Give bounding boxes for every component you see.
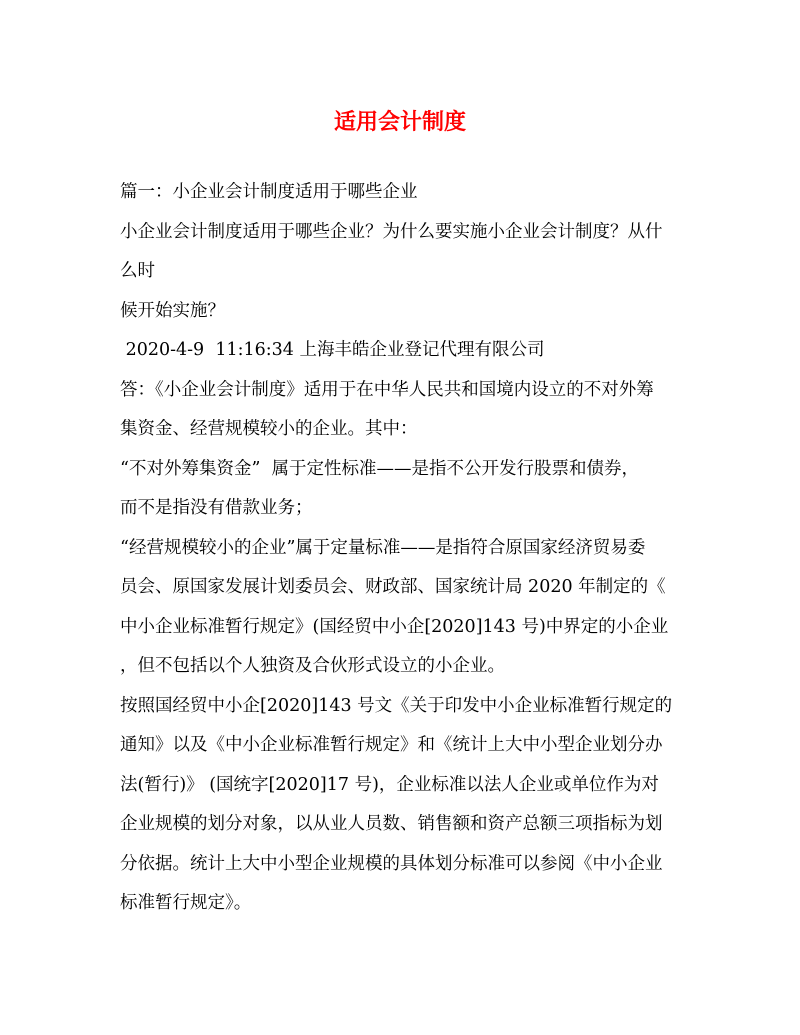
body-line-18: 分依据。统计上大中小型企业规模的具体划分标准可以参阅《中小企业	[120, 853, 663, 874]
body-line-7: 集资金、经营规模较小的企业。其中：	[120, 419, 418, 439]
body-line-14: 按照国经贸中小企[2020]143 号文《关于印发中小企业标准暂行规定的	[120, 695, 673, 716]
body-line-13: ，但不包括以个人独资及合伙形式设立的小企业。	[120, 656, 505, 676]
body-line-3: 么时	[120, 261, 155, 281]
body-line-12: 中小企业标准暂行规定》(国经贸中小企[2020]143 号)中界定的小企业	[120, 616, 669, 637]
body-line-5: 2020-4-9 11:16:34 上海丰皓企业登记代理有限公司	[120, 340, 545, 360]
document-title: 适用会计制度	[333, 109, 466, 135]
body-line-16: 法(暂行)》 (国统字[2020]17 号)，企业标准以法人企业或单位作为对	[120, 774, 659, 795]
body-line-17: 企业规模的划分对象，以从业人员数、销售额和资产总额三项指标为划	[120, 814, 663, 834]
body-line-11: 员会、原国家发展计划委员会、财政部、国家统计局 2020 年制定的《	[120, 577, 666, 597]
body-line-8: “不对外筹集资金” 属于定性标准——是指不公开发行股票和债券，	[120, 458, 640, 479]
document-body	[120, 173, 700, 924]
body-line-9: 而不是指没有借款业务；	[120, 498, 313, 518]
body-line-10: “经营规模较小的企业”属于定量标准——是指符合原国家经济贸易委	[120, 537, 646, 558]
body-line-15: 通知》以及《中小企业标准暂行规定》和《统计上大中小型企业划分办	[120, 735, 663, 755]
body-line-2: 小企业会计制度适用于哪些企业？为什么要实施小企业会计制度？从什	[120, 221, 663, 242]
body-line-1: 篇一：小企业会计制度适用于哪些企业	[120, 182, 418, 202]
body-line-6: 答：《小企业会计制度》适用于在中华人民共和国境内设立的不对外筹	[120, 379, 654, 400]
body-line-4: 候开始实施？	[120, 300, 225, 321]
body-line-19: 标准暂行规定》。	[120, 893, 252, 913]
